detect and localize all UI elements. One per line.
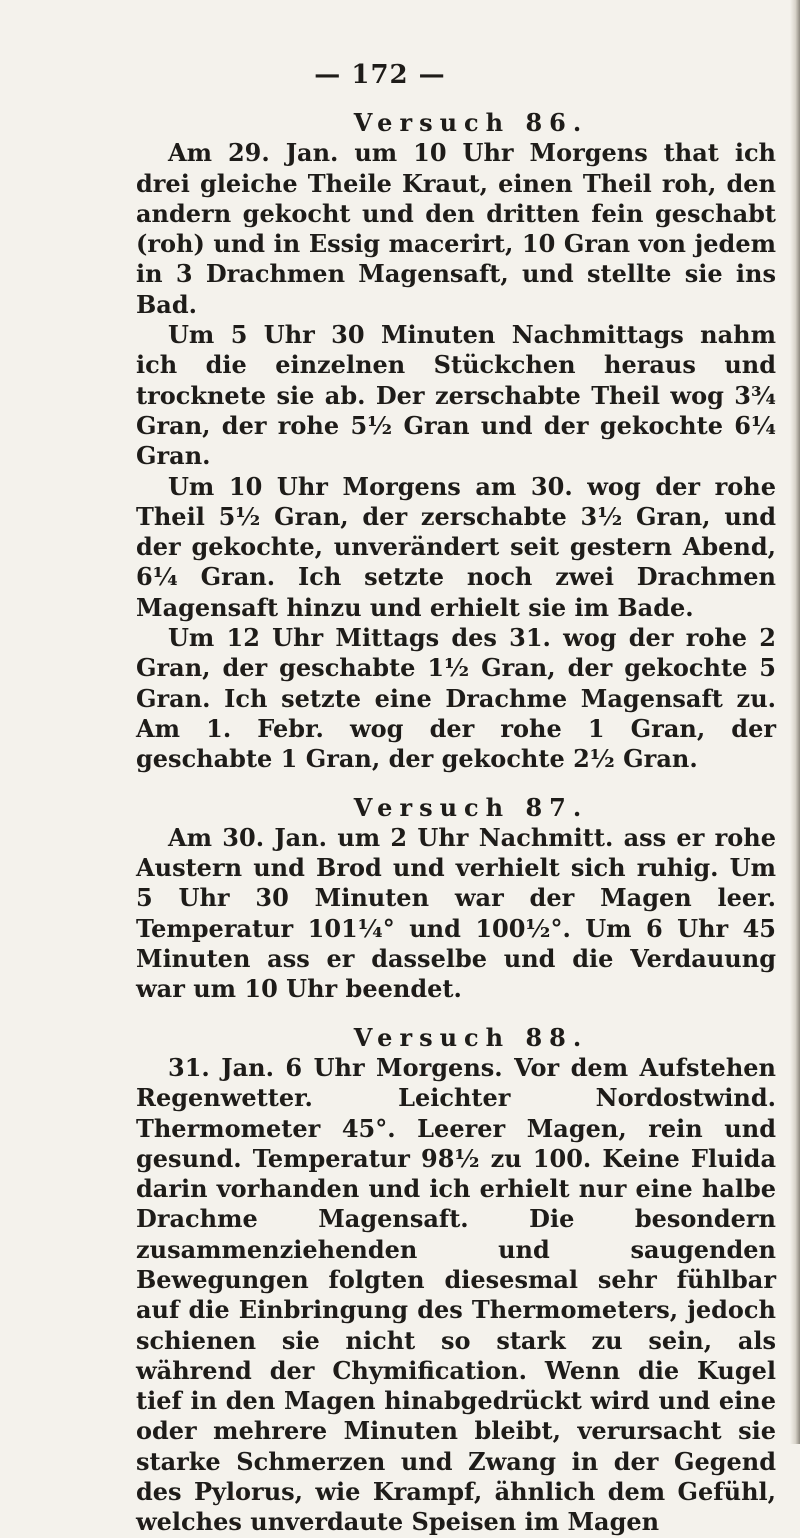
section-versuch-87	[136, 793, 776, 1005]
section-versuch-88	[136, 1023, 776, 1538]
paragraph: Um 12 Uhr Mittags des 31. wog der rohe 2 Gran, der geschabte 1½ Gran, der gekochte 5 Gran. Ich setzte eine Drachme Magensaft zu. Am 1. Febr. wog der rohe 1 Gran, der geschabte 1 Gran, der gekochte 2½ Gran.	[136, 623, 776, 774]
page-number: — 172 —	[314, 60, 446, 90]
paragraph: Um 5 Uhr 30 Minuten Nachmittags nahm ich die einzelnen Stückchen heraus und trocknete sie ab. Der zerschabte Theil wog 3¾ Gran, der rohe 5½ Gran und der gekochte 6¼ Gran.	[136, 320, 776, 471]
page-edge	[790, 0, 800, 1444]
section-heading: Versuch 88.	[353, 1022, 589, 1052]
page-body	[136, 108, 776, 1538]
section-versuch-86	[136, 108, 776, 775]
paragraph: Um 10 Uhr Morgens am 30. wog der rohe Theil 5½ Gran, der zerschabte 3½ Gran, und der gekochte, unverändert seit gestern Abend, 6¼ Gran. Ich setzte noch zwei Drachmen Magensaft hinzu und erhielt sie im Bade.	[136, 471, 776, 622]
section-heading: Versuch 86.	[353, 108, 589, 137]
paragraph: Am 29. Jan. um 10 Uhr Morgens that ich drei gleiche Theile Kraut, einen Theil roh, den andern gekocht und den dritten fein geschabt (roh) und in Essig macerirt, 10 Gran von jedem in 3 Drachmen Magensaft, und stellte sie ins Bad.	[136, 138, 776, 319]
paragraph: 31. Jan. 6 Uhr Morgens. Vor dem Aufstehen Regenwetter. Leichter Nordostwind. Thermometer 45°. Leerer Magen, rein und gesund. Temperatur 98½ zu 100. Keine Fluida darin vorhanden und ich erhielt nur eine halbe Drachme Magensaft. Die besondern zusammenziehenden und saugenden Bewegungen folgten diesesmal sehr fühlbar auf die Einbringung des Thermometers, jedoch schienen sie nicht so stark zu sein, als während der Chymification. Wenn die Kugel tief in den Magen hinabgedrückt wird und eine oder mehrere Minuten bleibt, verursacht sie starke Schmerzen und Zwang in der Gegend des Pylorus, wie Krampf, ähnlich dem Gefühl, welches unverdaute Speisen im Magen	[136, 1052, 776, 1537]
section-heading: Versuch 87.	[353, 792, 589, 822]
paragraph: Am 30. Jan. um 2 Uhr Nachmitt. ass er rohe Austern und Brod und verhielt sich ruhig. Um 5 Uhr 30 Minuten war der Magen leer. Temperatur 101¼° und 100½°. Um 6 Uhr 45 Minuten ass er dasselbe und die Verdauung war um 10 Uhr beendet.	[136, 822, 776, 1004]
